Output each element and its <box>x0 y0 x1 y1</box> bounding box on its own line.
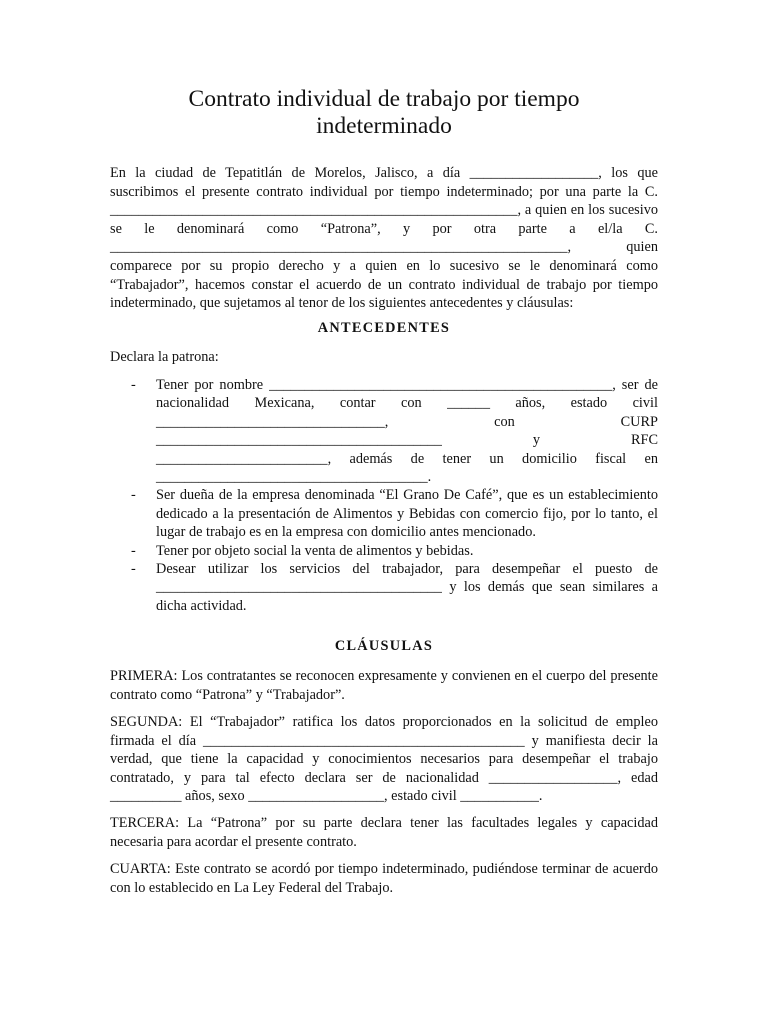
dash-bullet: - <box>131 487 136 504</box>
clausula-primera: PRIMERA: Los contratantes se reconocen expresamente y convienen en el cuerpo del presente contrato como “Patrona” y “Trabajador”. <box>110 668 658 703</box>
declara-label: Declara la patrona: <box>110 349 219 365</box>
dash-bullet: - <box>131 542 136 559</box>
list-item-text: Ser dueña de la empresa denominada “El Grano De Café”, que es un establecimiento dedicado a la presentación de Alimentos y Bebidas con comercio fijo, por lo tanto, el lugar de trabajo es en la empresa con domicilio antes mencionado. <box>156 487 658 541</box>
list-item <box>110 376 658 486</box>
clausula-cuarta: CUARTA: Este contrato se acordó por tiempo indeterminado, pudiéndose terminar de acuerdo con lo establecido en La Ley Federal del Trabajo. <box>110 861 658 896</box>
list-item-text: Desear utilizar los servicios del trabajador, para desempeñar el puesto de ________________________________________ y los demás que sean similares a dicha actividad. <box>156 561 658 614</box>
intro-paragraph: En la ciudad de Tepatitlán de Morelos, Jalisco, a día __________________, los que suscribimos el presente contrato individual por tiempo indeterminado; por una parte la C. _________________________________________________________, a quien en los sucesivo se le denominará como “Patrona”, y por otra parte a el/la C. ________________________________________________________________, quien comparece por su propio derecho y a quien en lo sucesivo se le denominará como “Trabajador”, hacemos constar el acuerdo de un contrato individual de trabajo por tiempo indeterminado, que sujetamos al tenor de los siguientes antecedentes y cláusulas: <box>110 165 658 312</box>
title-line-2: indeterminado <box>316 113 452 139</box>
clausula-segunda: SEGUNDA: El “Trabajador” ratifica los datos proporcionados en la solicitud de empleo firmada el día _____________________________________________ y manifiesta decir la verdad, que tiene la capacidad y conocimientos necesarios para desempeñar el trabajo contratado, y para tal efecto declara ser de nacionalidad __________________, edad __________ años, sexo ___________________, estado civil ___________. <box>110 714 658 805</box>
clausulas-heading: CLÁUSULAS <box>334 638 434 654</box>
antecedentes-list <box>110 376 658 615</box>
clausula-tercera: TERCERA: La “Patrona” por su parte declara tener las facultades legales y capacidad necesaria para acordar el presente contrato. <box>110 815 658 850</box>
title-line-1: Contrato individual de trabajo por tiempo <box>188 86 580 112</box>
dash-bullet: - <box>131 561 136 578</box>
antecedentes-heading: ANTECEDENTES <box>317 320 451 336</box>
dash-bullet: - <box>131 377 136 393</box>
document-title <box>0 86 768 140</box>
list-item <box>110 560 658 615</box>
list-item-text: Tener por nombre ________________________________________________, ser de nacionalidad Mexicana, contar con ______ años, estado civil ________________________________, con CURP ________________________________________ y RFC ________________________, además de tener un domicilio fiscal en ______________________________________. <box>156 377 658 486</box>
list-item <box>110 486 658 541</box>
list-item-text: Tener por objeto social la venta de alimentos y bebidas. <box>156 542 474 559</box>
list-item <box>110 542 658 560</box>
